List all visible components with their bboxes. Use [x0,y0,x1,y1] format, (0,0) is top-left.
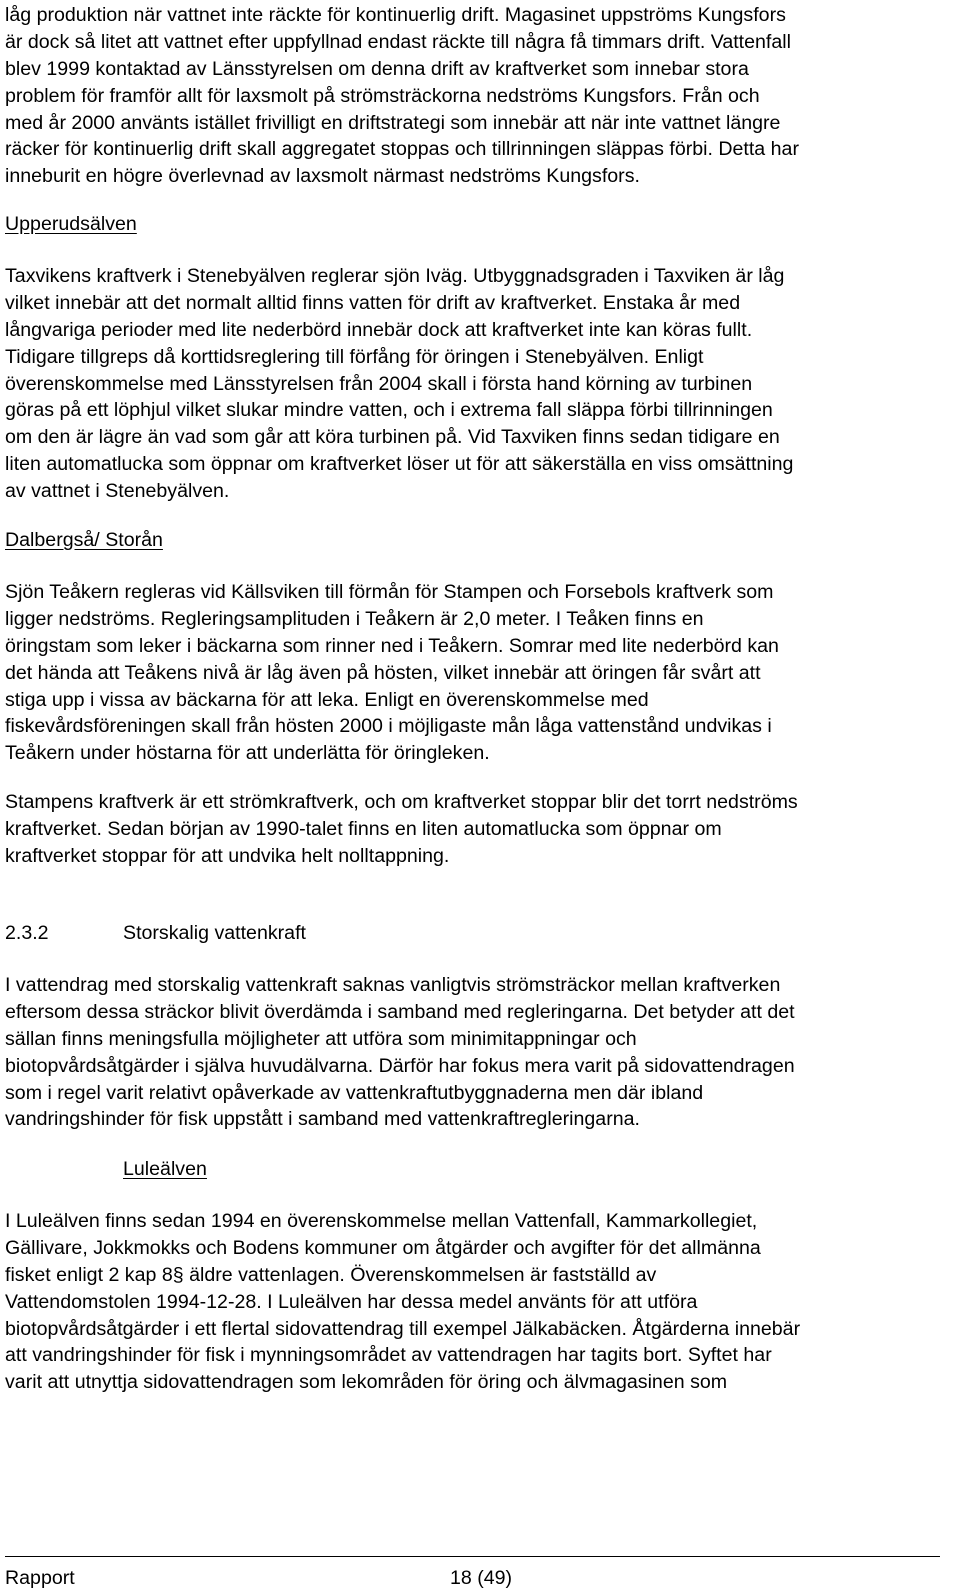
subheading-lulealven-text: Luleälven [123,1158,207,1180]
footer-report-label: Rapport [5,1567,75,1589]
text-line: fiskevårdsföreningen skall från hösten 2000 i möjligaste mån låga vattenstånd undvikas i [5,715,772,738]
text-line: varit att utnyttja sidovattendragen som lekområden för öring och älvmagasinen som [5,1371,728,1394]
text-line: öringstam som leker i bäckarna som rinner ned i Teåkern. Somrar med lite nederbörd kan [5,634,779,657]
text-line: fisket enligt 2 kap 8§ äldre vattenlagen. Överenskommelsen är fastställd av [5,1263,657,1286]
text-line: I vattendrag med storskalig vattenkraft saknas vanligtvis strömsträckor mellan kraftverken [5,974,781,996]
page-footer [5,1556,955,1589]
text-line: om den är lägre än vad som går att köra turbinen på. Vid Taxviken finns sedan tidigare en [5,426,780,449]
text-line: kraftverket. Sedan början av 1990-talet finns en liten automatlucka som öppnar om [5,817,722,840]
text-line: långvariga perioder med lite nederbörd innebär dock att kraftverket inte kan köras fullt. [5,318,753,341]
text-line: biotopvårdsåtgärder i själva huvudälvarna. Därför har fokus mera varit på sidovattendragen [5,1054,795,1077]
text-line: med år 2000 använts istället frivilligt en driftstrategi som innebär att när inte vattnet längre [5,111,781,134]
text-line: det hända att Teåkens nivå är låg även på hösten, vilket innebär att öringen får svårt att [5,661,761,684]
subheading-upperudsalven: Upperudsälven [5,213,137,235]
text-line: att vandringshinder för fisk i mynningsområdet av vattendragen har tagits bort. Syftet har [5,1344,772,1367]
text-line: ligger nedströms. Regleringsamplituden i Teåkern är 2,0 meter. I Teåken finns en [5,607,704,630]
text-line: räcker för kontinuerlig drift skall aggregatet stoppas och tillrinningen släppas förbi. Detta har [5,138,799,161]
subheading-lulealven [5,1156,207,1183]
footer-divider [5,1556,940,1557]
text-line: Stampens kraftverk är ett strömkraftverk, och om kraftverket stoppar blir det torrt nedströms [5,791,798,813]
text-line: blev 1999 kontaktad av Länsstyrelsen om denna drift av kraftverket som innebar stora [5,57,749,80]
paragraph-upperudsalven [5,263,793,505]
footer-page-number: 18 (49) [450,1567,513,1589]
text-line: problem för framför allt för laxsmolt på strömsträckorna nedströms Kungsfors. Från och [5,84,760,107]
text-line: liten automatlucka som öppnar om kraftverket löser ut för att säkerställa en viss omsättning [5,453,794,476]
paragraph-lulealven [5,1208,800,1396]
text-line: vandringshinder för fisk uppstått i samband med vattenkraftregleringarna. [5,1108,640,1131]
section-heading [5,920,306,947]
text-line: som i regel varit relativt opåverkade av vattenkraftutbyggnaderna men där ibland [5,1081,704,1104]
text-line: låg produktion när vattnet inte räckte för kontinuerlig drift. Magasinet uppströms Kungsfors [5,4,786,26]
section-title: Storskalig vattenkraft [123,922,306,944]
text-line: kraftverket stoppar för att undvika helt nolltappning. [5,844,450,867]
paragraph-stampen [5,789,798,870]
text-line: stiga upp i vissa av bäckarna för att leka. Enligt en överenskommelse med [5,688,649,711]
text-line: sällan finns meningsfulla möjligheter att utföra som minimitappningar och [5,1027,637,1050]
text-line: Tidigare tillgreps då korttidsreglering till förfång för öringen i Stenebyälven. Enligt [5,345,704,368]
text-line: är dock så litet att vattnet efter uppfyllnad endast räckte till några få timmars drift. Vattenfall [5,30,791,53]
text-line: överenskommelse med Länsstyrelsen från 2004 skall i första hand körning av turbinen [5,372,753,395]
text-line: Sjön Teåkern regleras vid Källsviken till förmån för Stampen och Forsebols kraftverk som [5,581,774,603]
text-line: eftersom dessa sträckor blivit överdämda i samband med regleringarna. Det betyder att det [5,1000,795,1023]
text-line: biotopvårdsåtgärder i ett flertal sidovattendrag till exempel Jälkabäcken. Åtgärderna innebär [5,1317,801,1340]
text-line: av vattnet i Stenebyälven. [5,480,230,503]
text-line: Teåkern under höstarna för att underlätta för öringleken. [5,742,490,765]
paragraph-kungsfors [5,2,799,190]
paragraph-storskalig [5,972,795,1133]
text-line: Taxvikens kraftverk i Stenebyälven reglerar sjön Iväg. Utbyggnadsgraden i Taxviken är låg [5,265,785,287]
text-line: Gällivare, Jokkmokks och Bodens kommuner om åtgärder och avgifter för det allmänna [5,1236,761,1259]
paragraph-teakern [5,579,779,767]
text-line: I Luleälven finns sedan 1994 en överenskommelse mellan Vattenfall, Kammarkollegiet, [5,1210,758,1232]
section-number: 2.3.2 [5,922,49,944]
text-line: inneburit en högre överlevnad av laxsmolt närmast nedströms Kungsfors. [5,165,640,188]
text-line: Vattendomstolen 1994-12-28. I Luleälven har dessa medel använts för att utföra [5,1290,698,1313]
text-line: vilket innebär att det normalt alltid finns vatten för drift av kraftverket. Enstaka år med [5,291,741,314]
subheading-dalbergsa: Dalbergså/ Storån [5,529,163,551]
text-line: göras på ett löphjul vilket slukar mindre vatten, och i extrema fall släppa förbi tillrinningen [5,399,773,422]
